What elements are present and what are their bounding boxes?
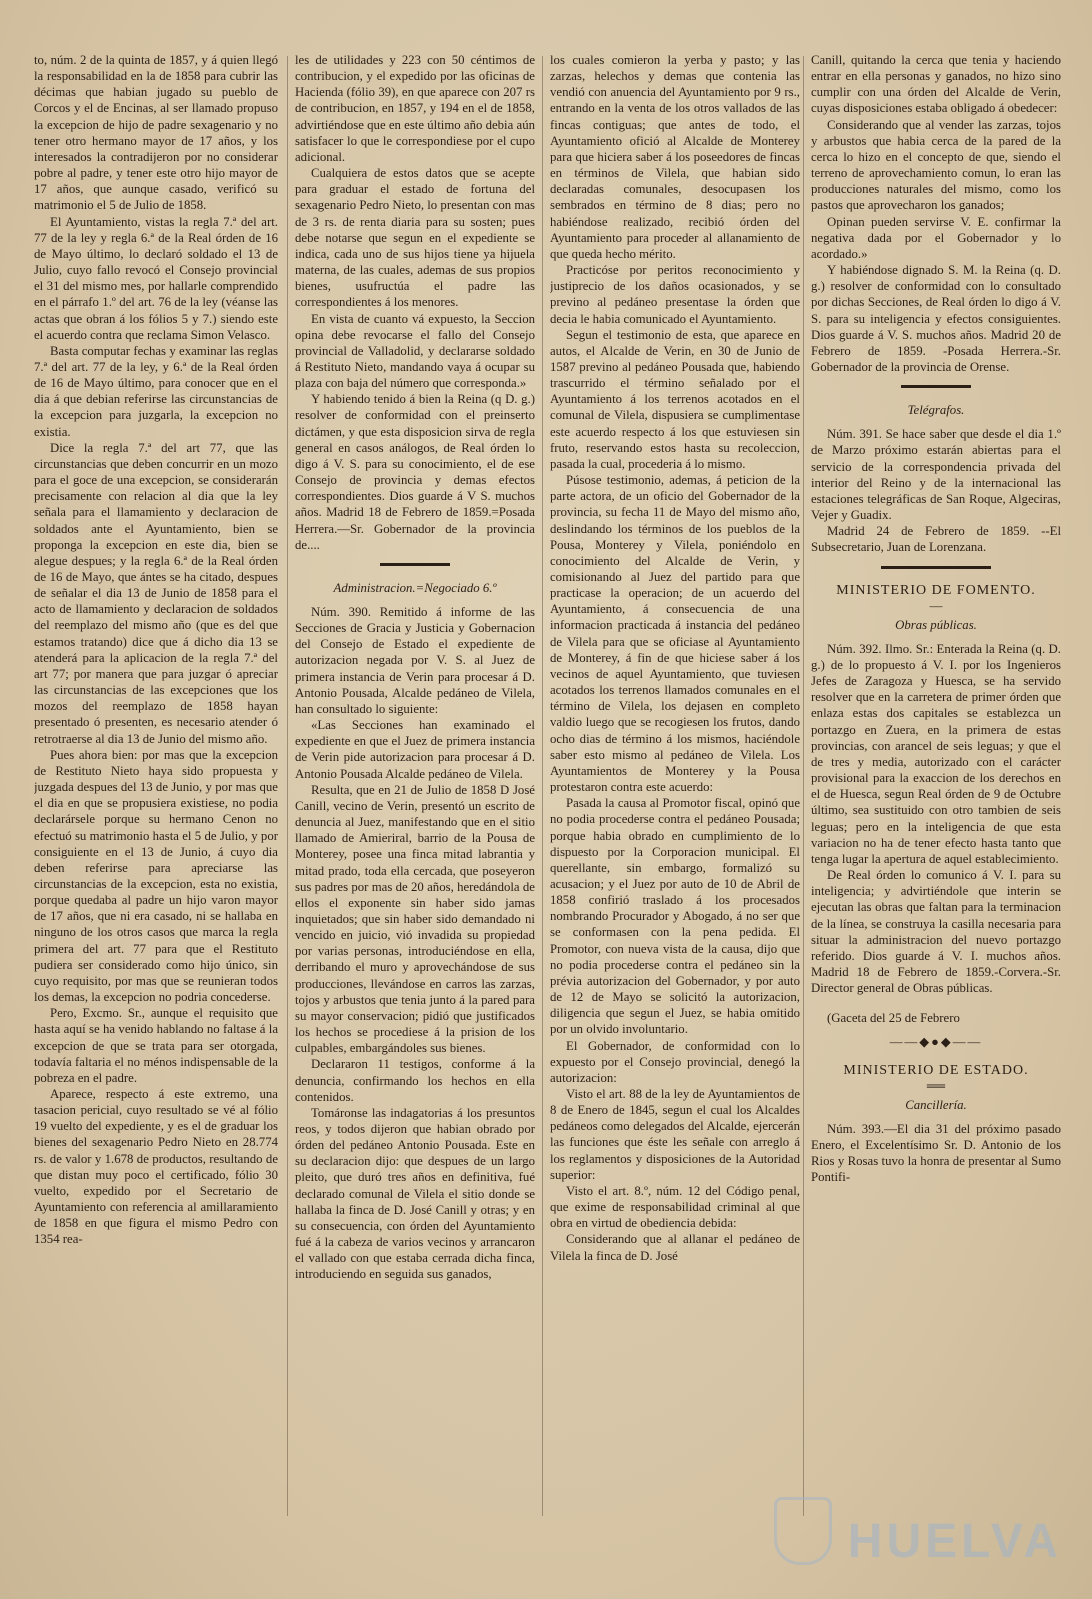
paragraph: Opinan pueden servirse V. E. confirmar la negativa dada por el Gobernador y lo acordado.» xyxy=(811,214,1061,261)
section-heading: Obras públicas. xyxy=(895,617,977,632)
column-1 xyxy=(34,52,278,1522)
column-2 xyxy=(295,52,535,1522)
paragraph: De Real órden lo comunico á V. I. para su inteligencia; y advirtiéndole que interin se ejecutan las obras que faltan para la terminacion de la línea, se construya la casilla necesaria para situar la administracion del nuevo portazgo referido. Dios guarde á V. I. muchos años. Madrid 18 de Febrero de 1859.-Corvera.-Sr. Director general de Obras públicas. xyxy=(811,868,1061,996)
paragraph: El Gobernador, de conformidad con lo expuesto por el Consejo provincial, denegó la autorizacion: xyxy=(550,1038,800,1085)
paragraph: Pasada la causa al Promotor fiscal, opinó que no podia procederse contra el pedáneo Pousada; porque habia obrado en cumplimiento de lo dispuesto por la Corporacion municipal. El querellante, sin embargo, formalizó su acusacion; y el Juez por auto de 10 de Abril de 1858 confirió traslado á los procesados nombrando Procurador y Abogado, á no ser que se conformasen con la pena pedida. El Promotor, con nueva vista de la causa, dijo que no podia procederse contra el pedáneo sin la prévia autorizacion del Gobernador, y por auto de 12 de Mayo se solicitó la autorizacion, diligencia que segun el Juez, se habia omitido por un olvido involuntario. xyxy=(550,796,800,1037)
paragraph: El Ayuntamiento, vistas la regla 7.ª del art. 77 de la ley y regla 6.ª de la Real órden de 16 de Mayo último, lo declaró soldado el 13 de Julio, cuyo fallo revocó el Consejo provincial el 31 del mismo mes, por hallarle comprendido en el párrafo 1.º del art. 76 de la ley (véanse las actas que obran á los fólios 5 y 7.) siendo este el acuerdo contra que reclama Simon Velasco. xyxy=(34,214,278,342)
paragraph: (Gaceta del 25 de Febrero xyxy=(827,1011,960,1026)
paragraph: Pero, Excmo. Sr., aunque el requisito que hasta aquí se ha venido hablando no faltase á la excepcion de que se trata para ser otorgada, todavía faltaria el no ménos indispensable de la pobreza en el padre. xyxy=(34,1006,278,1085)
paragraph: Visto el art. 8.º, núm. 12 del Código penal, que exime de responsabilidad criminal al que obra en virtud de obediencia debida: xyxy=(550,1183,800,1231)
paragraph: Y habiéndose dignado S. M. la Reina (q. D. g.) resolver de conformidad con lo consultado por dichas Secciones, de Real órden lo digo á V. S. para su inteligencia y efectos consiguientes. Dios guarde á V. S. muchos años. Madrid 20 de Febrero de 1859. -Posada Herrera.-Sr. Gobernador de la provincia de Orense. xyxy=(811,263,1061,374)
paragraph: Núm. 393.—El dia 31 del próximo pasado Enero, el Excelentísimo Sr. D. Antonio de los Rios y Rosas tuvo la honra de presentar al Sumo Pontifi- xyxy=(811,1121,1061,1185)
column-rule xyxy=(542,56,543,1516)
section-heading: Cancillería. xyxy=(905,1097,967,1112)
ministry-heading: MINISTERIO DE ESTADO. xyxy=(843,1062,1029,1078)
paragraph: Visto el art. 88 de la ley de Ayuntamientos de 8 de Enero de 1845, segun el cual los Alcaldes pedáneos como delegados del Alcalde, ejercerán las funciones que éste les señale con arreglo á los reglamentos y disposiciones de la Autoridad superior: xyxy=(550,1087,800,1182)
column-rule xyxy=(287,56,288,1516)
column-3 xyxy=(550,52,800,1522)
ornament-divider: ——◆●◆—— xyxy=(889,1035,983,1050)
paragraph: Practicóse por peritos reconocimiento y justiprecio de los daños ocasionados, y se previno al pedáneo presentase la órden que decia le habia comunicado el Ayuntamiento. xyxy=(550,263,800,326)
dash-ornament: — xyxy=(929,598,943,613)
section-divider xyxy=(881,566,991,569)
dash-ornament: ══ xyxy=(926,1078,946,1093)
paragraph: «Las Secciones han examinado el expediente en que el Juez de primera instancia de Verin pide autorizacion para procesar á D. Antonio Pousada Alcalde pedáneo de Vilela. xyxy=(295,718,535,781)
paragraph: Tomáronse las indagatorias á los presuntos reos, y todos dijeron que habian obrado por órden del pedáneo Antonio Pousada. Este en su declaracion dijo: que despues de un largo pleito, que duró tres años en definitiva, fué declarado comunal de Vilela el sitio donde se hallaba la finca de D. José Canill y otras; y en su consecuencia, con órden del Ayuntamiento fué á la cabeza de varios vecinos y arrancaron el vallado con que estaba cerrada dicha finca, introduciendo en seguida sus ganados, xyxy=(295,1105,535,1282)
section-divider xyxy=(901,385,971,388)
paragraph: En vista de cuanto vá expuesto, la Seccion opina debe revocarse el fallo del Consejo provincial de Valladolid, y declararse soldado á Restituto Nieto, mandando vaya á ocupar su plaza con baja del número que corresponda.» xyxy=(295,311,535,391)
paragraph: los cuales comieron la yerba y pasto; y las zarzas, helechos y demas que contenia las vendió con anuencia del Ayuntamiento por 9 rs., entrando en la venta de los otros vallados de las fincas contiguas; que antes de todo, el Ayuntamiento ofició al Alcalde de Monterey para que hiciera saber á los poseedores de fincas en términos de Vilela, que habian sido declaradas comunales, desocupasen los sembrados en término de 8 dias; pero no habiéndose realizado, recibió órden del Ayuntamiento para proceder al allanamiento de que queda hecho mérito. xyxy=(550,53,800,261)
paragraph: Aparece, respecto á este extremo, una tasacion pericial, cuyo resultado se vé al fólio 19 vuelto del expediente, y es el de graduar los bienes del sexagenario Pedro Nieto en 28.774 rs. de valor y 1.678 de productos, resultando de que distan muy poco el certificado, fólio 30 vuelto, expedido por el Secretario de Ayuntamiento con referencia al amillaramiento de 1858 en que figura el mismo Pedro con 1354 rea- xyxy=(34,1087,278,1247)
archive-watermark: HUELVA xyxy=(847,1515,1062,1568)
paragraph: Núm. 392. Ilmo. Sr.: Enterada la Reina (q. D. g.) de lo propuesto á V. I. por los Ingenieros Jefes de Zaragoza y Huesca, se ha servido resolver que en la carretera de primer órden que enlaza estas dos capitales se establezca un portazgo en Zuera, en la primera de estas provincias, con arancel de seis leguas; y que el de tres y media, autorizado con el carácter provisional para la exaccion de los derechos en el de Huesca, segun Real órden de 9 de Octubre último, sea sustituido con otro tambien de seis leguas; pero en la inteligencia de que esta variacion no ha de tener efecto hasta tanto que tenga lugar la apertura de aquel establecimiento. xyxy=(811,641,1061,866)
paragraph: to, núm. 2 de la quinta de 1857, y á quien llegó la responsabilidad en la de 1858 para cubrir las décimas que habian jugado su pueblo de Corcos y el de Encinas, al ser llamado propuso la excepcion de hijo de padre sexagenario y no tener otro hermano mayor de 17 años, y los interesados la contradijeron por no considerar pobre al padre, y tener este otro hijo mayor de 17 años, que aunque casado, verificó su matrimonio el 5 de Julio de 1858. xyxy=(34,53,278,213)
paragraph: Cualquiera de estos datos que se acepte para graduar el estado de fortuna del sexagenario Pedro Nieto, lo presentan con mas de 3 rs. de renta diaria para su sosten; pues debe notarse que segun en el expediente se indica, cada uno de sus hijos tiene ya hijuela materna, de las cuales, ademas de sus propios bienes, usufructúa el padre las correspondientes á los menores. xyxy=(295,166,535,310)
paragraph: Dice la regla 7.ª del art 77, que las circunstancias que deben concurrir en un mozo para el goce de una excepcion, se considerarán precisamente con relacion al dia que la ley señala para el llamamiento y declaracion de soldados ante el Ayuntamiento, bien se proponga la excepcion en este dia, bien se alegue despues; y la regla 6.ª de la Real órden de 16 de Mayo, que ántes se ha citado, despues de señalar el dia 13 de Junio de 1858 para el acto de llamamiento y declaracion de soldados del reemplazo del mismo año (que es del que estamos tratando) dice que á dicho dia 13 se atenderá para la aplicacion de la regla 7.ª del art 77; por manera que para juzgar ó apreciar las circunstancias de las excepciones que los mozos del reemplazo de 1858 hayan presentado ó presenten, es necesario atender ó retrotraerse al dia 13 de Junio del mismo año. xyxy=(34,440,278,746)
column-rule xyxy=(803,56,804,1516)
paragraph: Segun el testimonio de esta, que aparece en autos, el Alcalde de Verin, en 30 de Junio de 1587 previno al pedáneo Pousada que, habiendo trascurrido el término señalado por el Ayuntamiento á los terrenos acotados en el comunal de Vilela, dispusiera se cumplimentase este acuerdo respecto á los que estuviesen sin fruto, reservando estos hasta su recoleccion, pasada la cual, procederia á lo mismo. xyxy=(550,327,800,471)
paragraph: Basta computar fechas y examinar las reglas 7.ª del art. 77 de la ley, y 6.ª de la Real órden de 16 de Mayo último, para conocer que en el dia á que debian referirse las circunstancias de la excepcion para juzgarla, la excepcion no existia. xyxy=(34,343,278,439)
paragraph: Considerando que al vender las zarzas, tojos y arbustos que habia cerca de la pared de la cerca lo hizo en el concepto de que, siendo el terreno de aprovechamiento comun, lo eran las producciones naturales del mismo, como los pastos que aprovecharon los ganados; xyxy=(811,117,1061,213)
paragraph: Núm. 390. Remitido á informe de las Secciones de Gracia y Justicia y Gobernacion del Consejo de Estado el expediente de autorizacion negada por V. S. al Juez de primera instancia de Verin para procesar á D. Antonio Pousada, Alcalde pedáneo de Vilela, han consultado lo siguiente: xyxy=(295,605,535,716)
paragraph: Considerando que al allanar el pedáneo de Vilela la finca de D. José xyxy=(550,1232,800,1263)
ministry-heading: MINISTERIO DE FOMENTO. xyxy=(836,582,1036,598)
paragraph: Resulta, que en 21 de Julio de 1858 D José Canill, vecino de Verin, presentó un escrito de denuncia al Juez, manifestando que en el sitio llamado de Amieriral, barrio de la Pousa de Monterey, posee una finca mitad labrantia y mitad prado, toda ella cercada, que poseyeron sus padres por mas de 20 años, heredándola de ellos el exponente sin haber sido jamas inquietados; que sin haber sido demandado ni vencido en juicio, vió invadida su propiedad por varias personas, introduciéndose en ella, derribando el muro y aprovechándose de sus producciones, llevándose en carros las zarzas, tojos y arbustos que tenia junto á la pared para su mayor conservacion; pidió que justificados los hechos se procediese á la prision de los culpables, embargándoles sus bienes. xyxy=(295,782,535,1056)
section-divider xyxy=(380,563,450,566)
paragraph: Pues ahora bien: por mas que la excepcion de Restituto Nieto haya sido propuesta y juzgada despues del 13 de Junio, y por mas que el dia en que se propusiera existiese, no podia declarársele porque su hermano Cenon no efectuó su matrimonio hasta el 5 de Julio, y por consiguiente en el 13 de Junio, á cuyo dia deben referirse para apreciarse las circunstancias de la excepcion, esta no existia, porque quedaba al padre un hijo varon mayor de 17 años, que ni era casado, ni se hallaba en ninguno de los otros casos que marca la regla primera del art. 77 para que el Restituto pudiera ser considerado como hijo único, sin cuyo requisito, por mas que se reunieran todos los demas, la excepcion no podria concederse. xyxy=(34,747,278,1005)
column-4 xyxy=(811,52,1061,1522)
paragraph: Declararon 11 testigos, conforme á la denuncia, confirmando los hechos en ella contenidos. xyxy=(295,1057,535,1104)
paragraph: Madrid 24 de Febrero de 1859. --El Subsecretario, Juan de Lorenzana. xyxy=(811,524,1061,555)
paragraph: Núm. 391. Se hace saber que desde el dia 1.º de Marzo próximo estarán abiertas para el servicio de la correspondencia privada del interior del Reino y de la internacional las estaciones telegráficas de San Roque, Algeciras, Vejer y Guadix. xyxy=(811,427,1061,523)
paragraph: Canill, quitando la cerca que tenia y haciendo entrar en ella personas y ganados, no hizo sino cumplir con una órden del Alcalde de Verin, cuyas disposiciones estaba obligado á obedecer: xyxy=(811,53,1061,116)
archive-seal-icon xyxy=(774,1497,832,1565)
paragraph: Púsose testimonio, ademas, á peticion de la parte actora, de un oficio del Gobernador de la provincia, su fecha 11 de Mayo del mismo año, deslindando los términos de los pueblos de la Pousa, Monterey y Vilela, poniéndolo en conocimiento del Alcalde de Verin, y comisionando al Juez del partido para que practicase la operacion; de un acuerdo del Ayuntamiento, á consecuencia de una informacion practicada á instancia del pedáneo de Vilela para que se oficiase al Ayuntamiento de Monterey, á fin de que hiciese saber á los vecinos de aquel Ayuntamiento, que tuviesen acotados los terrenos llamados comunales en el término de Vilela, los dejasen en completo valdio luego que se recogiesen los frutos, dando ocho dias de término á los mismos, haciéndole saber esto mismo al pedáneo de Vilela. Los Ayuntamientos de Monterey y la Pousa protestaron contra este acuerdo: xyxy=(550,473,800,795)
paragraph: les de utilidades y 223 con 50 céntimos de contribucion, y el expedido por las oficinas de Hacienda (fólio 39), en que aparece con 207 rs de contribucion, en 1857, y 194 en el de 1858, advirtiéndose que en este último año debia aún satisfacer lo que le correspondiese por el cupo adicional. xyxy=(295,53,535,164)
paragraph: Y habiendo tenido á bien la Reina (q D. g.) resolver de conformidad con el preinserto dictámen, y que esta disposicion sirva de regla general en casos análogos, de Real órden lo digo á V. S. para su conocimiento, el de ese Consejo de provincia y demas efectos correspondientes. Dios guarde á V S. muchos años. Madrid 18 de Febrero de 1859.=Posada Herrera.—Sr. Gobernador de la provincia de.... xyxy=(295,392,535,552)
section-heading: Administracion.=Negociado 6.º xyxy=(333,580,497,595)
section-heading: Telégrafos. xyxy=(907,403,965,418)
